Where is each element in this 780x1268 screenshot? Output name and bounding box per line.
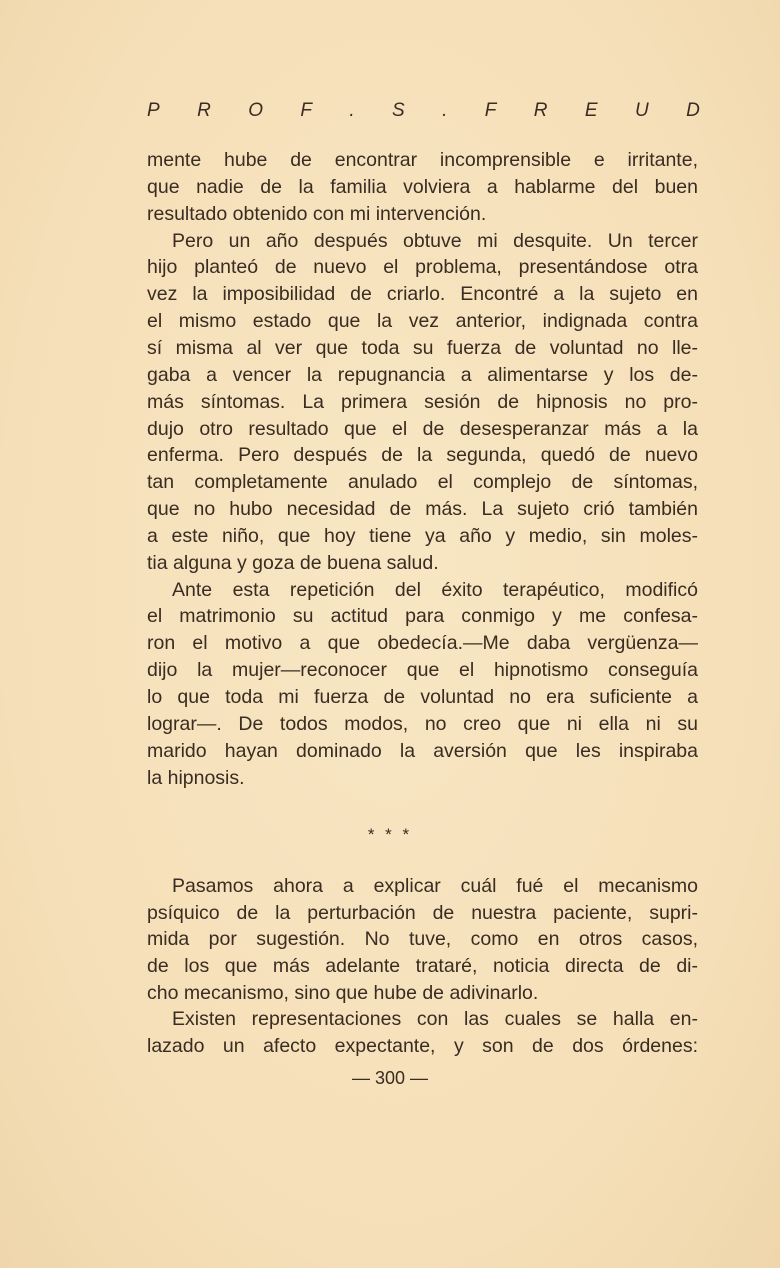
text-line: a este niño, que hoy tiene ya año y medio, sin moles- [147, 524, 698, 547]
text-line: enferma. Pero después de la segunda, quedó de nuevo [147, 444, 698, 467]
text-line: más síntomas. La primera sesión de hipnosis no pro- [147, 390, 698, 413]
header-letter: F [300, 100, 312, 121]
page-number: — 300 — [351, 1068, 429, 1088]
text-line: Ante esta repetición del éxito terapéutico, modificó [172, 578, 698, 601]
text-line: cho mecanismo, sino que hube de adivinarlo. [147, 981, 539, 1004]
header-letter: P [147, 100, 160, 121]
header-letter: U [635, 100, 649, 121]
text-line: lo que toda mi fuerza de voluntad no era suficiente a [147, 686, 698, 708]
section-separator: * * * [367, 825, 413, 844]
text-line: gaba a vencer la repugnancia a alimentarse y los de- [147, 363, 698, 386]
text-line: la hipnosis. [147, 766, 245, 789]
header-letter: D [686, 100, 700, 121]
text-line: tia alguna y goza de buena salud. [147, 551, 439, 574]
header-letter: E [584, 100, 598, 121]
header-letter: F [484, 100, 497, 121]
text-line: marido hayan dominado la aversión que les inspiraba [147, 739, 698, 762]
text-line: vez la imposibilidad de criarlo. Encontré a la sujeto en [147, 283, 698, 306]
header-letter: S [392, 100, 405, 121]
header-letter: . [349, 100, 355, 121]
text-line: el mismo estado que la vez anterior, indignada contra [147, 310, 698, 333]
text-line: Pero un año después obtuve mi desquite. Un tercer [172, 229, 698, 252]
text-line: que nadie de la familia volviera a hablarme del buen [147, 175, 698, 198]
text-line: de los que más adelante trataré, noticia directa de di- [147, 954, 698, 977]
text-line: psíquico de la perturbación de nuestra paciente, supri- [147, 901, 698, 924]
text-line: sí misma al ver que toda su fuerza de voluntad no lle- [147, 336, 698, 359]
text-line: el matrimonio su actitud para conmigo y me confesa- [147, 605, 698, 628]
text-line: mida por sugestión. No tuve, como en otros casos, [147, 928, 698, 951]
header-letter: R [533, 100, 548, 121]
header-letter: O [248, 100, 263, 121]
running-header [147, 100, 700, 122]
text-line: resultado obtenido con mi intervención. [147, 202, 487, 225]
text-line: que no hubo necesidad de más. La sujeto crió también [147, 498, 698, 521]
text-line: lograr—. De todos modos, no creo que ni ella ni su [147, 712, 698, 735]
text-line: Existen representaciones con las cuales se halla en- [172, 1008, 698, 1031]
text-line: dijo la mujer—reconocer que el hipnotismo conseguía [147, 659, 698, 682]
text-line: hijo planteó de nuevo el problema, presentándose otra [147, 256, 698, 279]
text-line: Pasamos ahora a explicar cuál fué el mecanismo [172, 875, 698, 897]
text-line: lazado un afecto expectante, y son de dos órdenes: [147, 1034, 698, 1057]
text-line: ron el motivo a que obedecía.—Me daba vergüenza— [147, 632, 698, 655]
text-line: tan completamente anulado el complejo de síntomas, [147, 471, 698, 494]
text-line: dujo otro resultado que el de desesperanzar más a la [147, 417, 698, 440]
header-letter: R [197, 100, 211, 121]
header-letter: . [442, 100, 448, 121]
text-line: mente hube de encontrar incomprensible e irritante, [147, 149, 698, 171]
